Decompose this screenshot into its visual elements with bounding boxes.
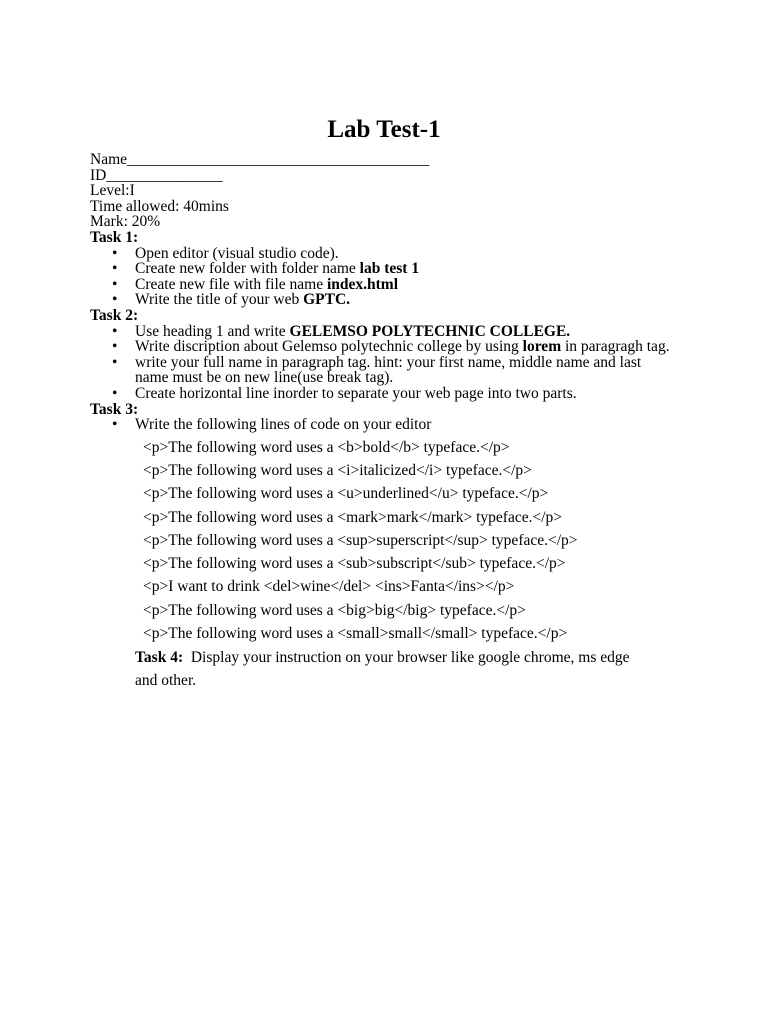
code-block <box>90 436 690 646</box>
code-line: <p>The following word uses a <i>italicized</i> typeface.</p> <box>143 461 532 479</box>
code-line: <p>The following word uses a <sup>superscript</sup> typeface.</p> <box>143 531 578 549</box>
task2-list <box>90 324 690 402</box>
mark-line: Mark: 20% <box>90 213 161 231</box>
task3-heading: Task 3: <box>90 400 139 418</box>
task2-item: • Create horizontal line inorder to separate your web page into two parts. <box>90 386 690 402</box>
code-line: <p>The following word uses a <small>small</small> typeface.</p> <box>143 625 568 643</box>
task1-item: • Write the title of your web GPTC. <box>90 292 690 308</box>
task1-item: • Create new folder with folder name lab test 1 <box>90 261 690 277</box>
code-line: <p>The following word uses a <big>big</big> typeface.</p> <box>143 601 526 619</box>
code-line: <p>The following word uses a <b>bold</b> typeface.</p> <box>143 438 510 456</box>
task2-heading: Task 2: <box>90 306 139 324</box>
task3-item: • Write the following lines of code on your editor <box>90 417 690 433</box>
task2-item: • Write discription about Gelemso polytechnic college by using lorem in paragragh tag. <box>90 339 690 355</box>
task3-list <box>90 417 690 433</box>
name-field-line: Name_______________________________________ <box>90 151 430 168</box>
task4-heading: Task 4: <box>135 649 184 667</box>
page-title: Lab Test-1 <box>327 116 441 143</box>
code-line: <p>The following word uses a <u>underlined</u> typeface.</p> <box>143 485 549 503</box>
task4-paragraph <box>135 646 655 692</box>
level-line: Level:I <box>90 182 135 200</box>
task2-item: • write your full name in paragraph tag. hint: your first name, middle name and last name must be on new line(use break tag). <box>90 355 675 386</box>
task4-text: Display your instruction on your browser like google chrome, ms edge and other. <box>135 649 630 690</box>
code-line: <p>I want to drink <del>wine</del> <ins>Fanta</ins></p> <box>143 578 515 596</box>
task1-item: • Open editor (visual studio code). <box>90 246 690 262</box>
task1-list <box>90 246 690 308</box>
code-line: <p>The following word uses a <sub>subscript</sub> typeface.</p> <box>143 555 566 573</box>
task2-item: • Use heading 1 and write GELEMSO POLYTECHNIC COLLEGE. <box>90 324 690 340</box>
id-field-line: ID_______________ <box>90 166 223 184</box>
task1-heading: Task 1: <box>90 228 139 246</box>
task1-item: • Create new file with file name index.html <box>90 277 690 293</box>
time-allowed-line: Time allowed: 40mins <box>90 197 229 215</box>
document-body <box>90 152 690 692</box>
code-line: <p>The following word uses a <mark>mark</mark> typeface.</p> <box>143 508 562 526</box>
